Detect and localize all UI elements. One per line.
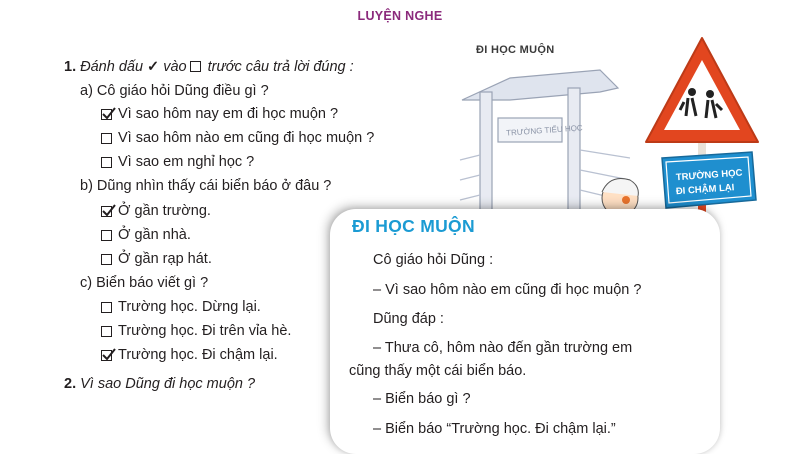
sub-question-a: a) Cô giáo hỏi Dũng điều gì ? [80, 83, 269, 99]
instruction-after: trước câu trả lời đúng : [207, 59, 354, 75]
story-line-6: – Biển báo gì ? [373, 391, 471, 407]
section-title: LUYỆN NGHE [357, 9, 443, 23]
checkbox[interactable] [101, 230, 112, 241]
option-b-2[interactable] [101, 227, 191, 243]
checkbox-checked[interactable] [101, 206, 112, 217]
option-a-3[interactable] [101, 154, 254, 170]
option-label: Ở gần rạp hát. [118, 251, 212, 267]
question-2-number: 2. [64, 376, 77, 392]
option-a-1[interactable] [101, 106, 338, 122]
checkbox[interactable] [101, 326, 112, 337]
check-mark-icon: ✓ [147, 59, 160, 75]
story-line-1: Cô giáo hỏi Dũng : [373, 252, 494, 268]
warning-triangle-sign-icon [646, 38, 758, 142]
question-2-text: Vì sao Dũng đi học muộn ? [80, 376, 256, 392]
option-c-2[interactable] [101, 323, 291, 339]
checkbox[interactable] [101, 133, 112, 144]
question-1-instruction [64, 59, 354, 75]
question-1-number: 1. [64, 59, 77, 75]
instruction-mid: vào [163, 59, 187, 75]
gate-text: TRƯỜNG TIỂU HỌC [505, 123, 583, 138]
checkbox[interactable] [101, 157, 112, 168]
option-b-1[interactable] [101, 203, 211, 219]
checkbox[interactable] [101, 302, 112, 313]
story-line-4: – Thưa cô, hôm nào đến gần trường em [373, 340, 633, 356]
option-label: Vì sao em nghỉ học ? [118, 154, 255, 170]
question-2 [64, 376, 255, 392]
story-title: ĐI HỌC MUỘN [352, 216, 475, 236]
option-a-2[interactable] [101, 130, 374, 146]
option-b-3[interactable] [101, 251, 212, 267]
checkbox-checked[interactable] [101, 350, 112, 361]
option-label: Ở gần nhà. [118, 227, 191, 243]
illustration-title: ĐI HỌC MUỘN [476, 44, 555, 56]
option-label: Trường học. Đi trên vỉa hè. [118, 323, 292, 339]
story-line-7: – Biển báo “Trường học. Đi chậm lại.” [373, 421, 616, 437]
instruction-before: Đánh dấu [80, 59, 144, 75]
story-line-3: Dũng đáp : [373, 311, 444, 327]
option-label: Vì sao hôm nào em cũng đi học muộn ? [118, 130, 375, 146]
option-label: Ở gần trường. [118, 203, 211, 219]
option-c-1[interactable] [101, 299, 261, 315]
option-c-3[interactable] [101, 347, 278, 363]
option-label: Vì sao hôm nay em đi học muộn ? [118, 106, 339, 122]
sign-text-line1: TRƯỜNG HỌC [675, 167, 743, 184]
checkbox[interactable] [101, 254, 112, 265]
story-line-5: cũng thấy một cái biển báo. [349, 363, 527, 379]
sample-checkbox-icon [190, 61, 201, 72]
sign-text-line2: ĐI CHẬM LẠI [675, 182, 735, 198]
option-label: Trường học. Dừng lại. [118, 299, 261, 315]
story-panel [330, 209, 720, 454]
checkbox-checked[interactable] [101, 109, 112, 120]
sub-question-c: c) Biển báo viết gì ? [80, 275, 209, 291]
sub-question-b: b) Dũng nhìn thấy cái biển báo ở đâu ? [80, 178, 332, 194]
option-label: Trường học. Đi chậm lại. [118, 347, 278, 363]
story-line-2: – Vì sao hôm nào em cũng đi học muộn ? [373, 282, 642, 298]
